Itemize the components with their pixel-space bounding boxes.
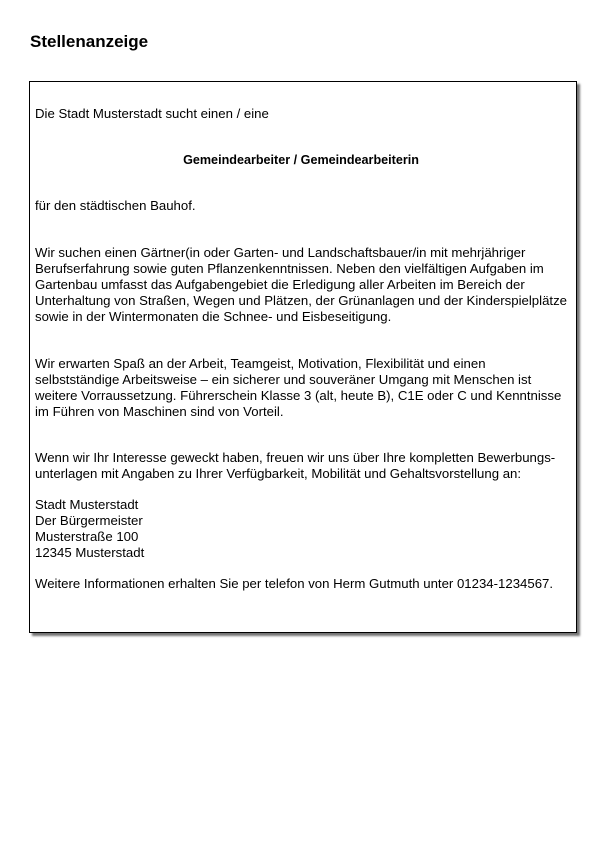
department-text: für den städtischen Bauhof. [35, 198, 196, 213]
intro-text: Die Stadt Musterstadt sucht einen / eine [35, 106, 269, 121]
expectations-paragraph: Wir erwarten Spaß an der Arbeit, Teamgeist, Motivation, Flexibilität und einen selbstständige Arbeitsweise – ein sicherer und souveräner Umgang mit Menschen ist weitere Vorraussetzung. Führerschein Klasse 3 (alt, heute B), C1E oder C und Kenntnisse im Führen von Maschinen sind von Vorteil. [35, 356, 562, 419]
address-line-2: Der Bürgermeister [35, 513, 143, 528]
contact-info: Weitere Informationen erhalten Sie per telefon von Herm Gutmuth unter 01234-1234567. [35, 576, 554, 591]
address-line-4: 12345 Musterstadt [35, 545, 145, 560]
address-line-1: Stadt Musterstadt [35, 497, 139, 512]
address-block [35, 497, 567, 561]
profile-paragraph: Wir suchen einen Gärtner(in oder Garten- und Landschaftsbauer/in mit mehrjähriger Berufserfahrung sowie guten Pflanzenkenntnissen. Neben den vielfältigen Aufgaben im Gartenbau umfasst das Aufgabengebiet die Erledigung aller Arbeiten im Bereich der Unterhaltung von Straßen, Wegen und Plätzen, der Grünanlagen und der Kinderspielplätze sowie in der Wintermonaten die Schnee- und Eisbeseitigung. [35, 245, 567, 324]
page-title: Stellenanzeige [30, 32, 149, 51]
job-ad-box [29, 81, 577, 633]
job-ad-content [35, 106, 567, 592]
address-line-3: Musterstraße 100 [35, 529, 139, 544]
job-title: Gemeindearbeiter / Gemeindearbeiterin [183, 153, 419, 167]
application-paragraph: Wenn wir Ihr Interesse geweckt haben, freuen wir uns über Ihre kompletten Bewerbungs-unterlagen mit Angaben zu Ihrer Verfügbarkeit, Mobilität und Gehaltsvorstellung an: [35, 450, 556, 481]
